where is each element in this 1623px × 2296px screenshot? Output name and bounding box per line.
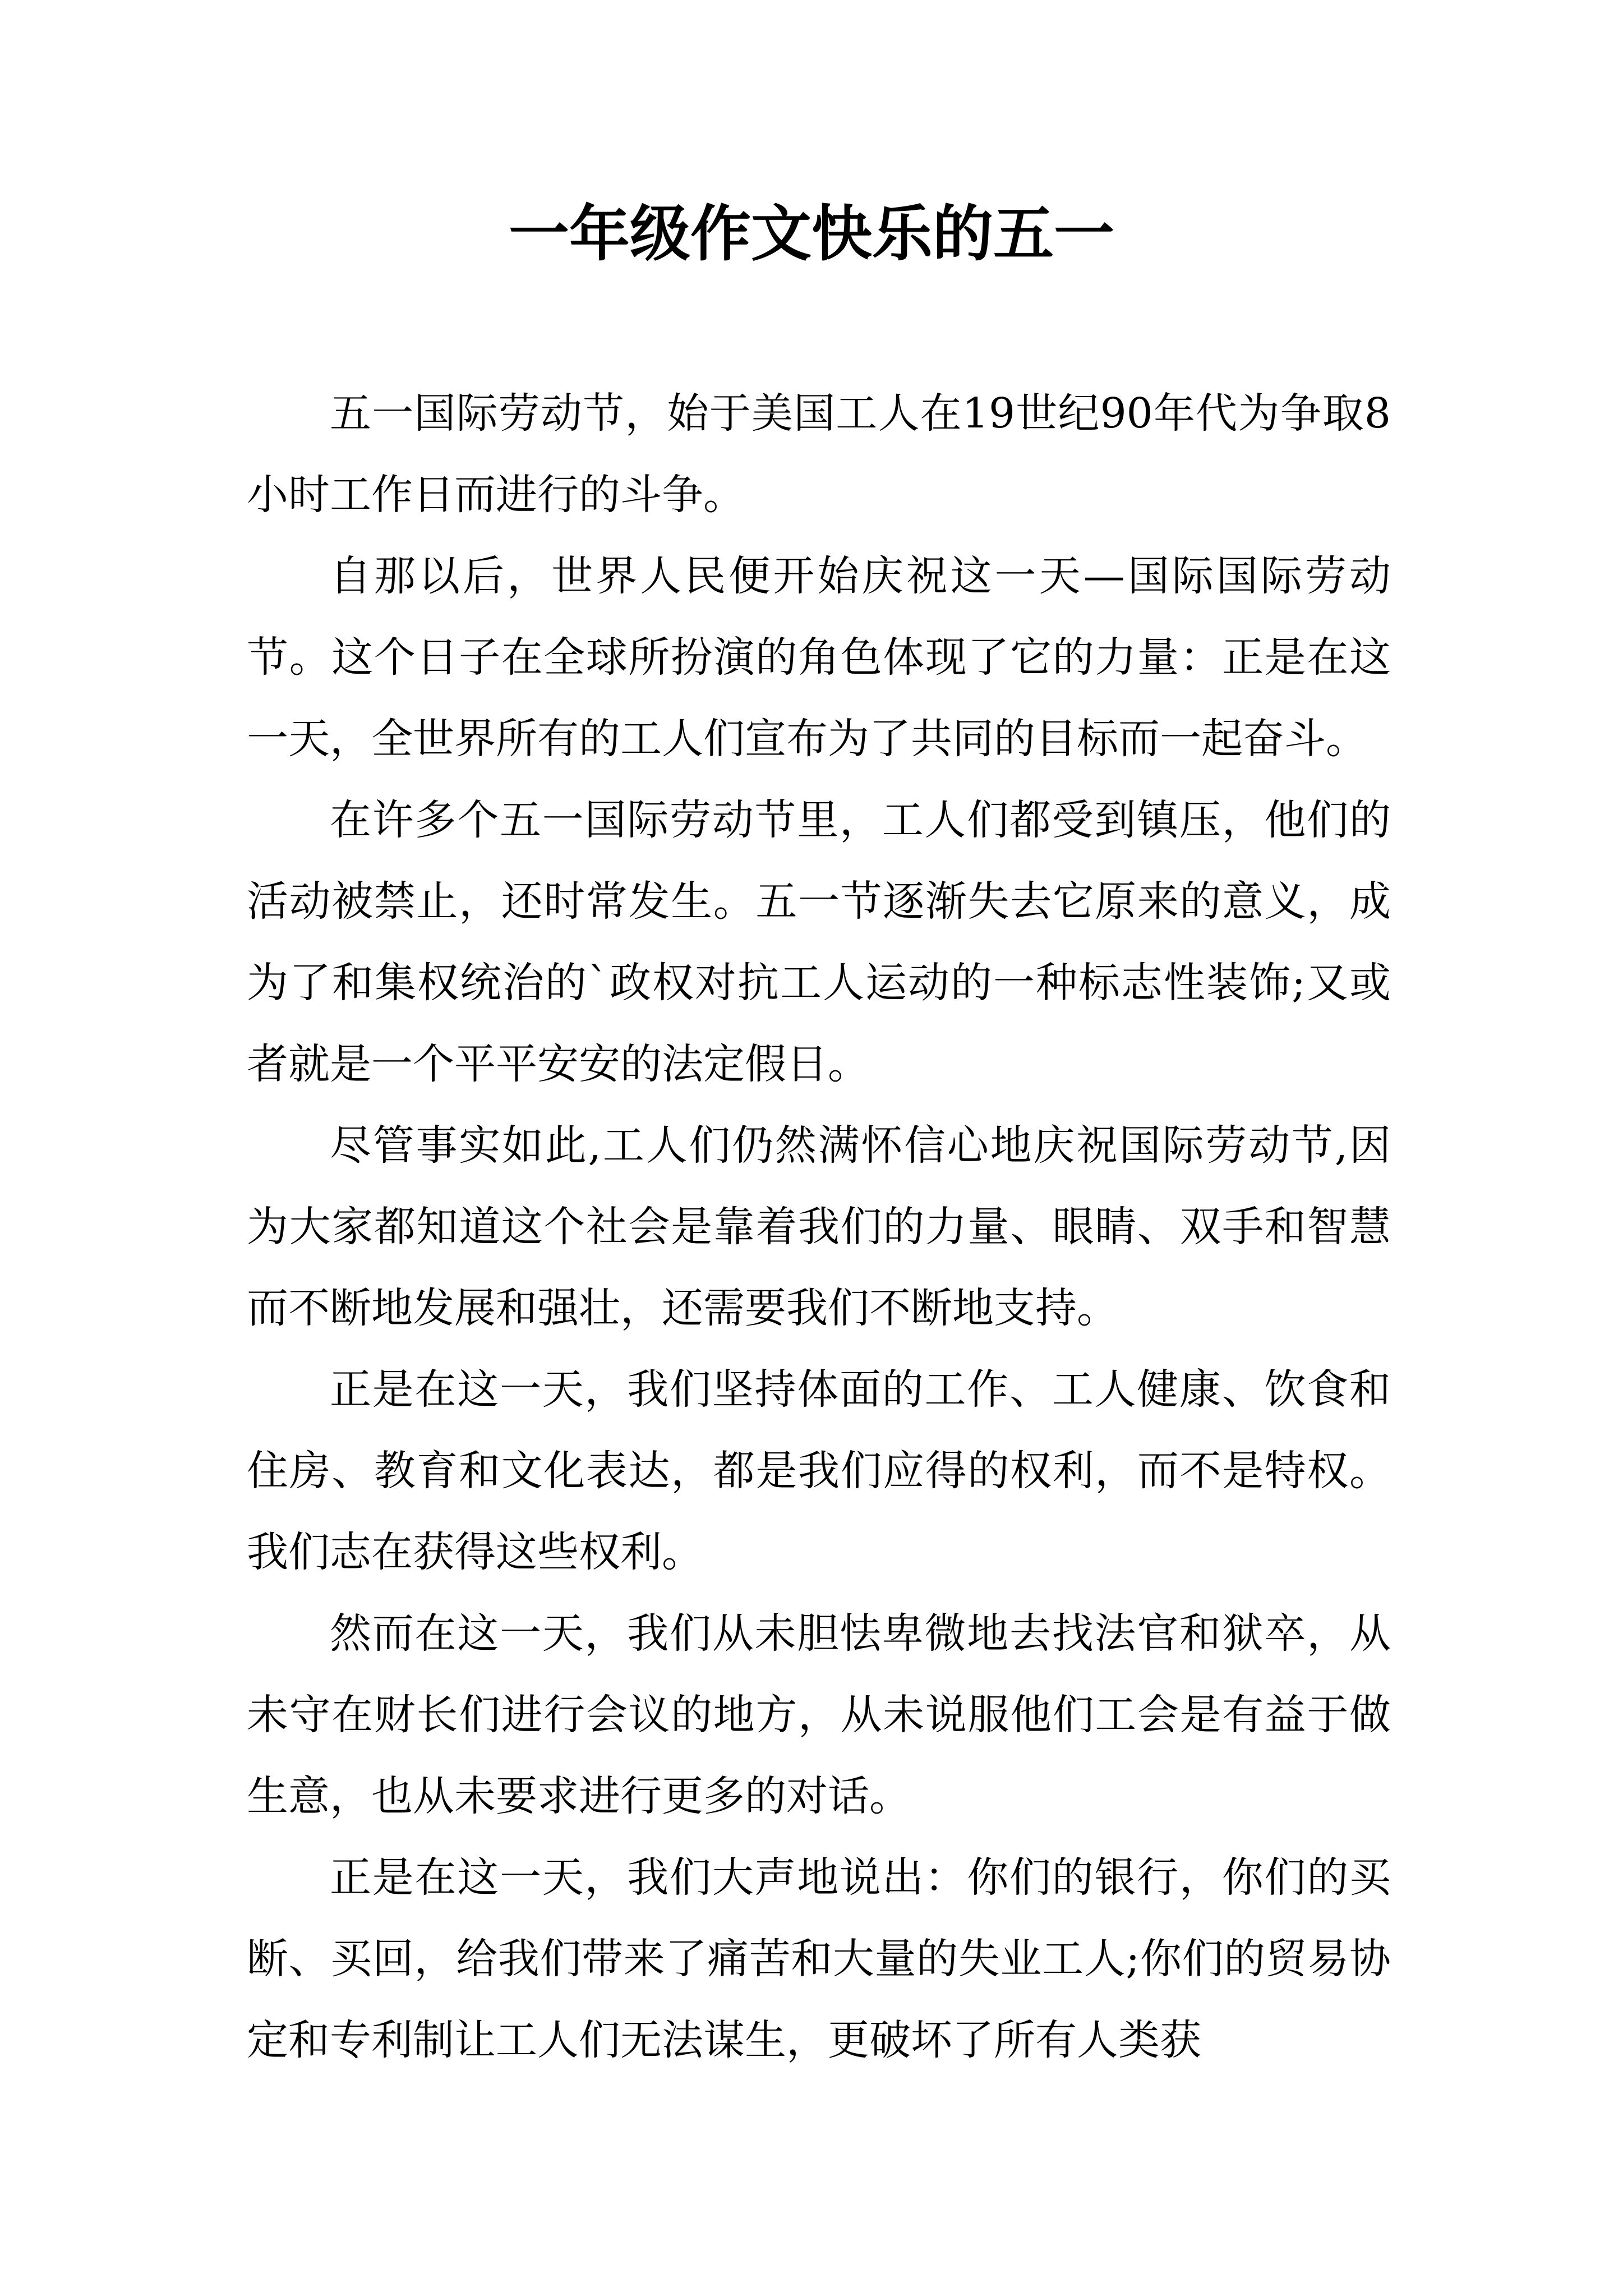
- paragraph: 正是在这一天，我们坚持体面的工作、工人健康、饮食和住房、教育和文化表达，都是我们应得的权利，而不是特权。我们志在获得这些权利。: [247, 1365, 1391, 1576]
- paragraph: 在许多个五一国际劳动节里，工人们都受到镇压，他们的活动被禁止，还时常发生。五一节逐渐失去它原来的意义，成为了和集权统治的`政权对抗工人运动的一种标志性装饰;又或者就是一个平平安安的法定假日。: [247, 796, 1391, 1088]
- paragraph: 尽管事实如此,工人们仍然满怀信心地庆祝国际劳动节,因为大家都知道这个社会是靠着我们的力量、眼睛、双手和智慧而不断地发展和强壮，还需要我们不断地支持。: [247, 1121, 1391, 1332]
- paragraph: 然而在这一天，我们从未胆怯卑微地去找法官和狱卒，从未守在财长们进行会议的地方，从未说服他们工会是有益于做生意，也从未要求进行更多的对话。: [247, 1609, 1391, 1820]
- paragraph: 五一国际劳动节，始于美国工人在19世纪90年代为争取8小时工作日而进行的斗争。: [247, 389, 1391, 519]
- document-body: [247, 373, 1391, 2081]
- paragraph: 正是在这一天，我们大声地说出：你们的银行，你们的买断、买回，给我们带来了痛苦和大量的失业工人;你们的贸易协定和专利制让工人们无法谋生，更破坏了所有人类获: [247, 1853, 1391, 2064]
- paragraph: 自那以后，世界人民便开始庆祝这一天—国际国际劳动节。这个日子在全球所扮演的角色体现了它的力量：正是在这一天，全世界所有的工人们宣布为了共同的目标而一起奋斗。: [247, 552, 1391, 763]
- document-title: 一年级作文快乐的五一: [508, 199, 1114, 269]
